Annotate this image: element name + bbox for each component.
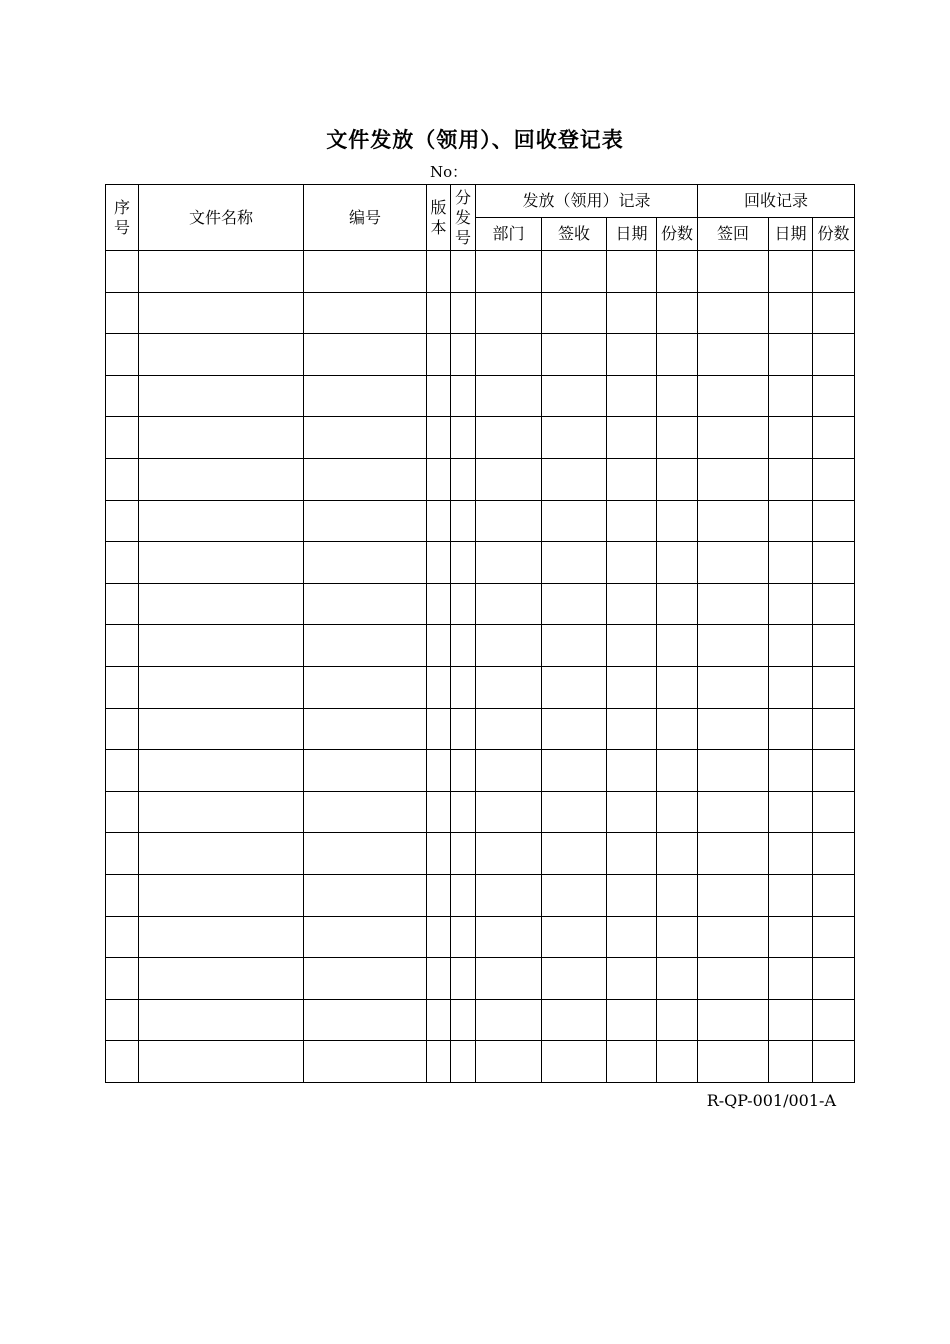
header-file-name: 文件名称: [139, 185, 304, 251]
cell-number[interactable]: [304, 999, 427, 1041]
cell-return-copies[interactable]: [813, 999, 855, 1041]
cell-file-name[interactable]: [139, 999, 304, 1041]
cell-number[interactable]: [304, 334, 427, 376]
header-issue-copies: 份数: [657, 218, 698, 251]
table-row: [106, 958, 855, 1000]
cell-number[interactable]: [304, 958, 427, 1000]
cell-issue-copies[interactable]: [657, 583, 698, 625]
cell-return-signed[interactable]: [698, 708, 769, 750]
cell-seq[interactable]: [106, 999, 139, 1041]
cell-return-copies[interactable]: [813, 666, 855, 708]
cell-issue-copies[interactable]: [657, 999, 698, 1041]
cell-issue-department[interactable]: [476, 458, 542, 500]
cell-file-name[interactable]: [139, 708, 304, 750]
header-number: 编号: [304, 185, 427, 251]
cell-issue-date[interactable]: [607, 292, 657, 334]
cell-version[interactable]: [427, 916, 451, 958]
cell-file-name[interactable]: [139, 666, 304, 708]
cell-return-signed[interactable]: [698, 625, 769, 667]
cell-issue-copies[interactable]: [657, 791, 698, 833]
distribution-register-table: [105, 184, 855, 1083]
cell-issue-department[interactable]: [476, 417, 542, 459]
cell-distribution-no[interactable]: [451, 999, 476, 1041]
cell-issue-signed[interactable]: [542, 999, 607, 1041]
cell-issue-department[interactable]: [476, 1041, 542, 1083]
cell-return-date[interactable]: [769, 1041, 813, 1083]
cell-issue-department[interactable]: [476, 791, 542, 833]
cell-version[interactable]: [427, 999, 451, 1041]
table-row: [106, 666, 855, 708]
cell-seq[interactable]: [106, 1041, 139, 1083]
cell-return-signed[interactable]: [698, 791, 769, 833]
cell-return-copies[interactable]: [813, 791, 855, 833]
cell-version[interactable]: [427, 292, 451, 334]
cell-return-copies[interactable]: [813, 625, 855, 667]
cell-seq[interactable]: [106, 625, 139, 667]
cell-return-copies[interactable]: [813, 292, 855, 334]
cell-issue-date[interactable]: [607, 750, 657, 792]
cell-issue-signed[interactable]: [542, 292, 607, 334]
cell-version[interactable]: [427, 334, 451, 376]
cell-version[interactable]: [427, 417, 451, 459]
cell-number[interactable]: [304, 791, 427, 833]
cell-issue-copies[interactable]: [657, 916, 698, 958]
cell-issue-date[interactable]: [607, 458, 657, 500]
table-row: [106, 750, 855, 792]
cell-seq[interactable]: [106, 916, 139, 958]
cell-file-name[interactable]: [139, 583, 304, 625]
cell-return-signed[interactable]: [698, 500, 769, 542]
register-body: [106, 251, 855, 1083]
cell-return-date[interactable]: [769, 791, 813, 833]
cell-return-signed[interactable]: [698, 1041, 769, 1083]
cell-distribution-no[interactable]: [451, 458, 476, 500]
cell-number[interactable]: [304, 251, 427, 293]
cell-seq[interactable]: [106, 708, 139, 750]
cell-return-date[interactable]: [769, 958, 813, 1000]
cell-issue-department[interactable]: [476, 666, 542, 708]
cell-file-name[interactable]: [139, 542, 304, 584]
cell-issue-copies[interactable]: [657, 833, 698, 875]
cell-issue-department[interactable]: [476, 583, 542, 625]
cell-issue-signed[interactable]: [542, 500, 607, 542]
cell-seq[interactable]: [106, 375, 139, 417]
cell-file-name[interactable]: [139, 916, 304, 958]
table-row: [106, 417, 855, 459]
cell-issue-department[interactable]: [476, 874, 542, 916]
table-row: [106, 375, 855, 417]
cell-distribution-no[interactable]: [451, 375, 476, 417]
cell-issue-department[interactable]: [476, 833, 542, 875]
cell-distribution-no[interactable]: [451, 958, 476, 1000]
cell-number[interactable]: [304, 708, 427, 750]
cell-file-name[interactable]: [139, 750, 304, 792]
cell-number[interactable]: [304, 1041, 427, 1083]
header-seq: 序 号: [106, 185, 139, 251]
table-row: [106, 458, 855, 500]
doc-number-label: No：: [430, 163, 468, 181]
cell-return-date[interactable]: [769, 625, 813, 667]
cell-file-name[interactable]: [139, 458, 304, 500]
table-row: [106, 625, 855, 667]
header-row-1: [106, 185, 855, 218]
cell-issue-copies[interactable]: [657, 708, 698, 750]
cell-distribution-no[interactable]: [451, 916, 476, 958]
cell-distribution-no[interactable]: [451, 417, 476, 459]
cell-seq[interactable]: [106, 417, 139, 459]
cell-issue-date[interactable]: [607, 999, 657, 1041]
cell-number[interactable]: [304, 292, 427, 334]
header-return-signed: 签回: [698, 218, 769, 251]
form-code: R-QP-001/001-A: [706, 1091, 836, 1110]
cell-issue-department[interactable]: [476, 251, 542, 293]
cell-issue-signed[interactable]: [542, 458, 607, 500]
table-row: [106, 999, 855, 1041]
cell-return-signed[interactable]: [698, 916, 769, 958]
cell-version[interactable]: [427, 625, 451, 667]
cell-distribution-no[interactable]: [451, 833, 476, 875]
cell-return-signed[interactable]: [698, 417, 769, 459]
cell-return-date[interactable]: [769, 708, 813, 750]
cell-return-copies[interactable]: [813, 458, 855, 500]
cell-return-copies[interactable]: [813, 500, 855, 542]
cell-return-date[interactable]: [769, 292, 813, 334]
cell-issue-department[interactable]: [476, 999, 542, 1041]
cell-return-signed[interactable]: [698, 750, 769, 792]
cell-issue-copies[interactable]: [657, 292, 698, 334]
cell-return-copies[interactable]: [813, 583, 855, 625]
header-issue-signed: 签收: [542, 218, 607, 251]
table-row: [106, 583, 855, 625]
cell-seq[interactable]: [106, 458, 139, 500]
cell-issue-department[interactable]: [476, 500, 542, 542]
cell-return-date[interactable]: [769, 500, 813, 542]
cell-issue-date[interactable]: [607, 417, 657, 459]
cell-return-date[interactable]: [769, 542, 813, 584]
cell-return-copies[interactable]: [813, 750, 855, 792]
cell-return-date[interactable]: [769, 251, 813, 293]
cell-issue-signed[interactable]: [542, 251, 607, 293]
header-version: 版 本: [427, 185, 451, 251]
cell-return-copies[interactable]: [813, 375, 855, 417]
header-issue-department: 部门: [476, 218, 542, 251]
cell-number[interactable]: [304, 500, 427, 542]
table-row: [106, 500, 855, 542]
cell-return-date[interactable]: [769, 375, 813, 417]
cell-distribution-no[interactable]: [451, 791, 476, 833]
cell-issue-date[interactable]: [607, 375, 657, 417]
cell-distribution-no[interactable]: [451, 334, 476, 376]
cell-seq[interactable]: [106, 542, 139, 584]
cell-issue-signed[interactable]: [542, 1041, 607, 1083]
table-row: [106, 916, 855, 958]
cell-version[interactable]: [427, 1041, 451, 1083]
cell-issue-signed[interactable]: [542, 750, 607, 792]
cell-version[interactable]: [427, 583, 451, 625]
cell-version[interactable]: [427, 708, 451, 750]
header-issue-date: 日期: [607, 218, 657, 251]
table-row: [106, 334, 855, 376]
cell-seq[interactable]: [106, 583, 139, 625]
cell-version[interactable]: [427, 958, 451, 1000]
cell-version[interactable]: [427, 500, 451, 542]
cell-return-date[interactable]: [769, 874, 813, 916]
cell-issue-signed[interactable]: [542, 791, 607, 833]
cell-return-signed[interactable]: [698, 583, 769, 625]
cell-issue-copies[interactable]: [657, 874, 698, 916]
cell-issue-signed[interactable]: [542, 417, 607, 459]
cell-return-copies[interactable]: [813, 542, 855, 584]
cell-issue-date[interactable]: [607, 625, 657, 667]
cell-return-date[interactable]: [769, 666, 813, 708]
cell-seq[interactable]: [106, 833, 139, 875]
cell-seq[interactable]: [106, 874, 139, 916]
cell-number[interactable]: [304, 750, 427, 792]
cell-return-copies[interactable]: [813, 708, 855, 750]
cell-seq[interactable]: [106, 500, 139, 542]
cell-version[interactable]: [427, 251, 451, 293]
cell-return-signed[interactable]: [698, 833, 769, 875]
cell-issue-date[interactable]: [607, 874, 657, 916]
cell-seq[interactable]: [106, 958, 139, 1000]
cell-seq[interactable]: [106, 666, 139, 708]
cell-version[interactable]: [427, 874, 451, 916]
cell-issue-copies[interactable]: [657, 251, 698, 293]
cell-number[interactable]: [304, 542, 427, 584]
cell-file-name[interactable]: [139, 791, 304, 833]
cell-issue-department[interactable]: [476, 958, 542, 1000]
cell-return-signed[interactable]: [698, 999, 769, 1041]
cell-return-signed[interactable]: [698, 458, 769, 500]
cell-issue-date[interactable]: [607, 916, 657, 958]
cell-issue-copies[interactable]: [657, 334, 698, 376]
cell-issue-date[interactable]: [607, 791, 657, 833]
cell-return-date[interactable]: [769, 458, 813, 500]
cell-issue-department[interactable]: [476, 750, 542, 792]
cell-issue-department[interactable]: [476, 375, 542, 417]
cell-distribution-no[interactable]: [451, 542, 476, 584]
cell-issue-copies[interactable]: [657, 1041, 698, 1083]
cell-return-signed[interactable]: [698, 542, 769, 584]
cell-seq[interactable]: [106, 251, 139, 293]
table-row: [106, 542, 855, 584]
cell-number[interactable]: [304, 583, 427, 625]
cell-issue-signed[interactable]: [542, 583, 607, 625]
cell-file-name[interactable]: [139, 625, 304, 667]
cell-issue-copies[interactable]: [657, 500, 698, 542]
cell-number[interactable]: [304, 833, 427, 875]
cell-return-date[interactable]: [769, 833, 813, 875]
cell-file-name[interactable]: [139, 958, 304, 1000]
cell-distribution-no[interactable]: [451, 874, 476, 916]
cell-version[interactable]: [427, 375, 451, 417]
cell-seq[interactable]: [106, 750, 139, 792]
cell-issue-signed[interactable]: [542, 625, 607, 667]
cell-issue-copies[interactable]: [657, 625, 698, 667]
cell-seq[interactable]: [106, 791, 139, 833]
cell-return-copies[interactable]: [813, 874, 855, 916]
cell-return-date[interactable]: [769, 417, 813, 459]
cell-return-signed[interactable]: [698, 874, 769, 916]
cell-issue-signed[interactable]: [542, 916, 607, 958]
cell-version[interactable]: [427, 458, 451, 500]
cell-version[interactable]: [427, 791, 451, 833]
cell-issue-department[interactable]: [476, 292, 542, 334]
cell-issue-date[interactable]: [607, 334, 657, 376]
cell-number[interactable]: [304, 458, 427, 500]
cell-seq[interactable]: [106, 292, 139, 334]
cell-issue-date[interactable]: [607, 583, 657, 625]
table-row: [106, 874, 855, 916]
table-row: [106, 791, 855, 833]
cell-issue-date[interactable]: [607, 666, 657, 708]
cell-issue-signed[interactable]: [542, 708, 607, 750]
cell-file-name[interactable]: [139, 375, 304, 417]
cell-distribution-no[interactable]: [451, 666, 476, 708]
header-return-record: 回收记录: [698, 185, 855, 218]
cell-version[interactable]: [427, 833, 451, 875]
cell-issue-signed[interactable]: [542, 375, 607, 417]
form-title: 文件发放（领用）、回收登记表: [326, 128, 624, 152]
cell-distribution-no[interactable]: [451, 1041, 476, 1083]
header-return-date: 日期: [769, 218, 813, 251]
cell-issue-department[interactable]: [476, 625, 542, 667]
cell-issue-department[interactable]: [476, 708, 542, 750]
cell-issue-signed[interactable]: [542, 833, 607, 875]
cell-issue-signed[interactable]: [542, 666, 607, 708]
cell-version[interactable]: [427, 750, 451, 792]
cell-issue-date[interactable]: [607, 542, 657, 584]
cell-seq[interactable]: [106, 334, 139, 376]
cell-distribution-no[interactable]: [451, 625, 476, 667]
cell-issue-department[interactable]: [476, 916, 542, 958]
cell-issue-date[interactable]: [607, 708, 657, 750]
cell-return-copies[interactable]: [813, 417, 855, 459]
cell-issue-copies[interactable]: [657, 958, 698, 1000]
cell-issue-date[interactable]: [607, 833, 657, 875]
cell-issue-copies[interactable]: [657, 666, 698, 708]
cell-distribution-no[interactable]: [451, 500, 476, 542]
cell-return-copies[interactable]: [813, 1041, 855, 1083]
cell-return-signed[interactable]: [698, 666, 769, 708]
cell-number[interactable]: [304, 916, 427, 958]
cell-return-date[interactable]: [769, 750, 813, 792]
cell-issue-copies[interactable]: [657, 417, 698, 459]
cell-number[interactable]: [304, 874, 427, 916]
cell-file-name[interactable]: [139, 251, 304, 293]
cell-file-name[interactable]: [139, 874, 304, 916]
cell-return-copies[interactable]: [813, 916, 855, 958]
cell-issue-signed[interactable]: [542, 958, 607, 1000]
cell-issue-signed[interactable]: [542, 874, 607, 916]
cell-issue-department[interactable]: [476, 334, 542, 376]
table-row: [106, 251, 855, 293]
cell-return-copies[interactable]: [813, 251, 855, 293]
cell-issue-date[interactable]: [607, 251, 657, 293]
table-row: [106, 292, 855, 334]
cell-issue-signed[interactable]: [542, 334, 607, 376]
cell-file-name[interactable]: [139, 1041, 304, 1083]
cell-return-copies[interactable]: [813, 833, 855, 875]
cell-version[interactable]: [427, 666, 451, 708]
cell-return-copies[interactable]: [813, 958, 855, 1000]
cell-return-copies[interactable]: [813, 334, 855, 376]
cell-return-date[interactable]: [769, 583, 813, 625]
cell-issue-date[interactable]: [607, 500, 657, 542]
cell-issue-copies[interactable]: [657, 458, 698, 500]
cell-distribution-no[interactable]: [451, 750, 476, 792]
cell-distribution-no[interactable]: [451, 708, 476, 750]
cell-distribution-no[interactable]: [451, 292, 476, 334]
cell-return-signed[interactable]: [698, 334, 769, 376]
cell-file-name[interactable]: [139, 500, 304, 542]
cell-issue-copies[interactable]: [657, 542, 698, 584]
cell-issue-signed[interactable]: [542, 542, 607, 584]
cell-return-signed[interactable]: [698, 251, 769, 293]
cell-return-signed[interactable]: [698, 292, 769, 334]
cell-return-date[interactable]: [769, 334, 813, 376]
header-issue-record: 发放（领用）记录: [476, 185, 698, 218]
cell-file-name[interactable]: [139, 833, 304, 875]
cell-issue-copies[interactable]: [657, 750, 698, 792]
cell-file-name[interactable]: [139, 417, 304, 459]
cell-return-date[interactable]: [769, 999, 813, 1041]
cell-return-signed[interactable]: [698, 375, 769, 417]
cell-number[interactable]: [304, 375, 427, 417]
cell-number[interactable]: [304, 417, 427, 459]
cell-issue-copies[interactable]: [657, 375, 698, 417]
cell-issue-date[interactable]: [607, 1041, 657, 1083]
cell-distribution-no[interactable]: [451, 251, 476, 293]
cell-distribution-no[interactable]: [451, 583, 476, 625]
table-row: [106, 708, 855, 750]
cell-version[interactable]: [427, 542, 451, 584]
cell-return-signed[interactable]: [698, 958, 769, 1000]
cell-issue-department[interactable]: [476, 542, 542, 584]
cell-file-name[interactable]: [139, 334, 304, 376]
cell-number[interactable]: [304, 666, 427, 708]
cell-return-date[interactable]: [769, 916, 813, 958]
cell-file-name[interactable]: [139, 292, 304, 334]
table-row: [106, 1041, 855, 1083]
header-distribution-no: 分 发 号: [451, 185, 476, 251]
cell-number[interactable]: [304, 625, 427, 667]
table-row: [106, 833, 855, 875]
cell-issue-date[interactable]: [607, 958, 657, 1000]
header-return-copies: 份数: [813, 218, 855, 251]
